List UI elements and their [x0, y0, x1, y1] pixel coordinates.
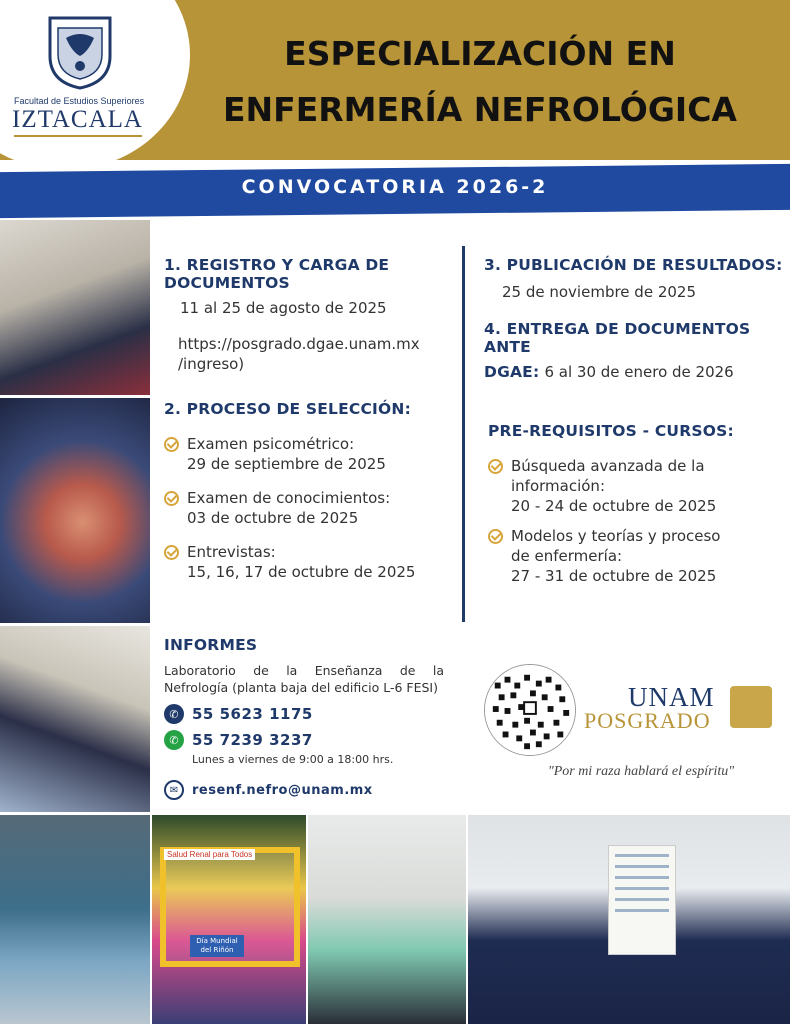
informes-title: INFORMES [164, 636, 258, 654]
title-line-2: ENFERMERÍA NEFROLÓGICA [223, 90, 737, 129]
step3-date: 25 de noviembre de 2025 [502, 283, 696, 301]
office-hours: Lunes a viernes de 9:00 a 18:00 hrs. [192, 753, 394, 766]
qr-code-icon[interactable] [484, 664, 576, 756]
whatsapp-icon: ✆ [164, 730, 184, 750]
page-title [200, 26, 760, 138]
course-name-cont: información: [511, 477, 605, 495]
steps-right-column [484, 256, 784, 586]
photo-operating-room [0, 815, 150, 1024]
step4-line [484, 362, 784, 382]
unam-small-seal-icon [730, 686, 772, 728]
check-circle-icon [164, 437, 179, 452]
list-item [164, 488, 454, 528]
frame-sign-top: Salud Renal para Todos [164, 849, 255, 860]
check-circle-icon [488, 529, 503, 544]
wall-poster [608, 845, 676, 955]
item-label: Examen de conocimientos: [187, 489, 391, 507]
unam-seal-icon [44, 12, 116, 90]
column-divider [462, 246, 465, 622]
step1-url-line1[interactable]: https://posgrado.dgae.unam.mx [178, 335, 420, 353]
frame-sign-bottom: Día Mundial del Riñón [190, 935, 244, 957]
faculty-label: Facultad de Estudios Superiores [14, 96, 145, 106]
phone-row[interactable] [164, 704, 444, 724]
photo-hemodialysis [0, 626, 150, 812]
email-address[interactable]: resenf.nefro@unam.mx [192, 782, 373, 798]
step4-title: 4. ENTREGA DE DOCUMENTOS ANTE [484, 320, 751, 356]
list-item [488, 526, 784, 586]
photo-team-poster [468, 815, 790, 1024]
campus-name: IZTACALA [12, 106, 143, 133]
course-name: Modelos y teorías y proceso [511, 527, 721, 545]
check-circle-icon [488, 459, 503, 474]
item-date: 29 de septiembre de 2025 [187, 455, 386, 473]
whatsapp-row[interactable] [164, 730, 444, 750]
title-line-1: ESPECIALIZACIÓN EN [284, 34, 676, 73]
campus-underline [14, 135, 142, 137]
step1-url[interactable] [178, 334, 454, 374]
unam-posgrado-logo [584, 682, 784, 742]
unam-wordmark: UNAM [628, 682, 715, 712]
prereq-title: PRE-REQUISITOS - CURSOS: [488, 422, 734, 440]
item-label: Examen psicométrico: [187, 435, 355, 453]
item-date: 03 de octubre de 2025 [187, 509, 359, 527]
photo-nurse-desk [0, 220, 150, 395]
step1-url-line2[interactable]: /ingreso) [178, 355, 245, 373]
steps-left-column [164, 256, 454, 582]
course-date: 20 - 24 de octubre de 2025 [511, 497, 717, 515]
step1-title: 1. REGISTRO Y CARGA DE DOCUMENTOS [164, 256, 390, 292]
informes-place: Laboratorio de la Enseñanza de la Nefrología (planta baja del edificio L-6 FESI) [164, 663, 444, 695]
email-icon: ✉ [164, 780, 184, 800]
item-date: 15, 16, 17 de octubre de 2025 [187, 563, 416, 581]
step2-title: 2. PROCESO DE SELECCIÓN: [164, 400, 411, 418]
check-circle-icon [164, 545, 179, 560]
photo-group-frame [152, 815, 306, 1024]
step4-prefix: DGAE: [484, 363, 540, 381]
unam-motto: "Por mi raza hablará el espíritu" [547, 764, 735, 779]
phone-icon: ✆ [164, 704, 184, 724]
informes-section [164, 636, 444, 800]
phone-number-1[interactable]: 55 5623 1175 [192, 705, 313, 723]
step1-date: 11 al 25 de agosto de 2025 [180, 299, 387, 317]
course-date: 27 - 31 de octubre de 2025 [511, 567, 717, 585]
email-row[interactable] [164, 780, 444, 800]
check-circle-icon [164, 491, 179, 506]
photo-patient-care [308, 815, 466, 1024]
step4-date: 6 al 30 de enero de 2026 [544, 363, 734, 381]
photo-procedure [0, 398, 150, 623]
convocatoria-banner: CONVOCATORIA 2026-2 [241, 176, 549, 198]
list-item [488, 456, 784, 516]
course-name-cont: de enfermería: [511, 547, 623, 565]
posgrado-wordmark: POSGRADO [584, 708, 711, 733]
phone-number-2[interactable]: 55 7239 3237 [192, 731, 313, 749]
list-item [164, 434, 454, 474]
course-name: Búsqueda avanzada de la [511, 457, 705, 475]
item-label: Entrevistas: [187, 543, 276, 561]
step3-title: 3. PUBLICACIÓN DE RESULTADOS: [484, 256, 783, 274]
list-item [164, 542, 454, 582]
